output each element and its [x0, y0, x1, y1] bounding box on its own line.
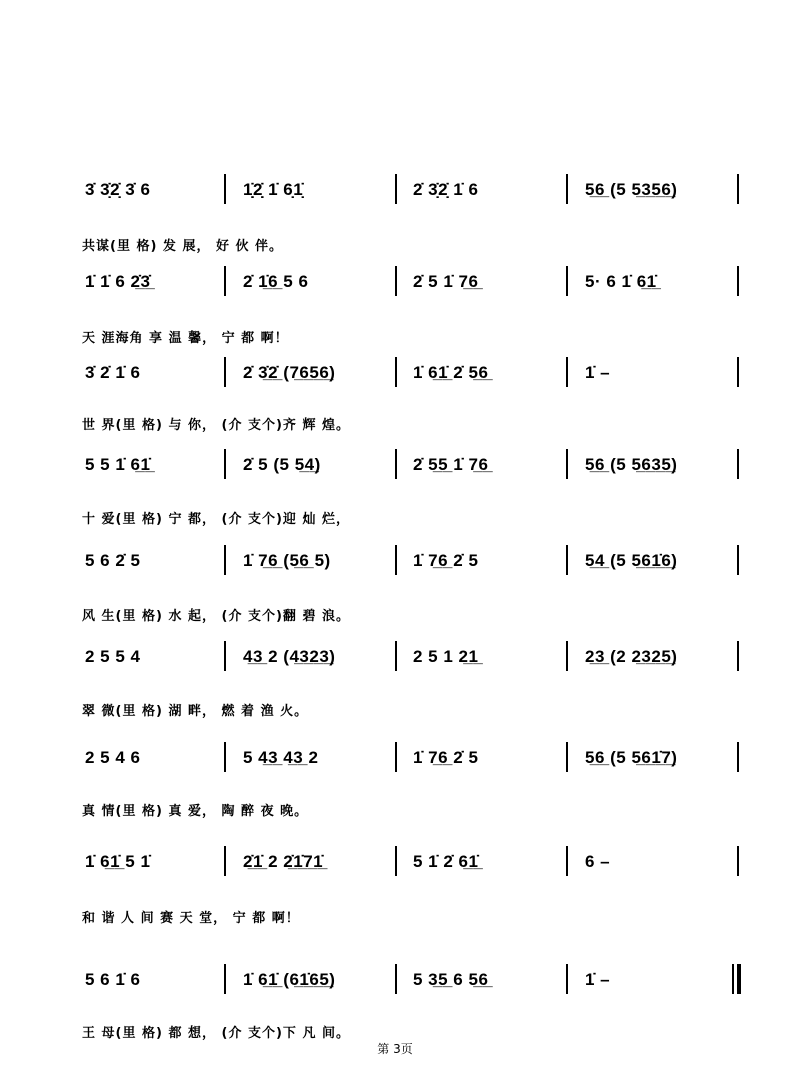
measure: 5 3̲5̲ 6 5̲6̲	[413, 970, 489, 989]
measure: 5· 6 1̇ 6̲1̲̇	[585, 272, 657, 291]
barline	[737, 545, 739, 575]
barline	[737, 742, 739, 772]
measure: 5 6 1̇ 6	[85, 970, 141, 989]
measure: 4̲3̲ 2 (4̲3̲2̲3̲)	[243, 647, 336, 666]
barline	[224, 449, 226, 479]
barline	[566, 357, 568, 387]
measure: 2 5 1 2̲1̲	[413, 647, 479, 666]
measure: 1̇ 6̲1̲̇ 2̇ 5̲6̲	[413, 363, 489, 382]
barline	[395, 641, 397, 671]
barline	[566, 742, 568, 772]
barline	[224, 357, 226, 387]
barline	[737, 641, 739, 671]
measure: 2̇ 3̣̇2̣̇ 1̇ 6	[413, 180, 479, 199]
lyric-line: 风 生(里 格) 水 起， (介 支个)翻 碧 浪。	[82, 609, 350, 624]
measure: 1̇ 6̲1̲̇ 5 1̇	[85, 852, 151, 871]
page-footer: 第 3页	[377, 1042, 413, 1056]
barline	[395, 174, 397, 204]
barline	[566, 641, 568, 671]
barline	[395, 545, 397, 575]
measure: 1̣̣̇2̣̣̇ 1̇ 6̣1̣̇	[243, 180, 304, 199]
measure: 1̇ 7̲6̲ (5̲6̲ 5)	[243, 551, 331, 570]
measure: 3̇ 3̣̇2̣̇ 3̇ 6	[85, 180, 151, 199]
measure: 2 5 4 6	[85, 748, 141, 767]
measure: 1̇ 6̲1̲̇ (6̲1̲̇6̲5̲)	[243, 970, 336, 989]
barline	[566, 545, 568, 575]
barline	[224, 964, 226, 994]
measure: 2̇ 3̲̇2̲̇ (7̲6̲5̲6̲)	[243, 363, 336, 382]
barline	[737, 357, 739, 387]
barline	[566, 266, 568, 296]
barline	[224, 174, 226, 204]
lyric-line: 翠 微(里 格) 湖 畔， 燃 着 渔 火。	[82, 704, 309, 719]
measure: 5̲6̲ (5 5̲6̲1̲̇7̲)	[585, 748, 678, 767]
final-barline	[737, 964, 741, 994]
barline	[395, 846, 397, 876]
barline	[224, 846, 226, 876]
measure: 1̇ 7̲6̲ 2̇ 5	[413, 748, 479, 767]
barline	[224, 742, 226, 772]
measure: 2̲3̲ (2 2̲3̲2̲5̲)	[585, 647, 678, 666]
measure: 3̇ 2̇ 1̇ 6	[85, 363, 141, 382]
barline	[224, 641, 226, 671]
measure: 5 5 1̇ 6̲1̲̇	[85, 455, 151, 474]
measure: 5 4̲3̲ 4̲3̲ 2	[243, 748, 319, 767]
measure: 2̇ 5 (5 5̲4̲)	[243, 455, 321, 474]
lyric-line: 真 情(里 格) 真 爱， 陶 醉 夜 晚。	[82, 804, 309, 819]
measure: 5̲6̲ (5 5̲3̲5̲6̲)	[585, 180, 678, 199]
measure: 2̇ 5̲5̲ 1̇ 7̲6̲	[413, 455, 489, 474]
lyric-line: 和 谐 人 间 赛 天 堂， 宁 都 啊！	[82, 911, 300, 926]
barline	[395, 449, 397, 479]
lyric-line: 共谋(里 格) 发 展， 好 伙 伴。	[82, 239, 284, 254]
lyric-line: 十 爱(里 格) 宁 都， (介 支个)迎 灿 烂，	[82, 512, 350, 527]
barline	[395, 742, 397, 772]
lyric-line: 世 界(里 格) 与 你， (介 支个)齐 辉 煌。	[82, 418, 350, 433]
measure: 1̇ –	[585, 363, 611, 382]
barline	[566, 174, 568, 204]
measure: 5̲6̲ (5 5̲6̲3̲5̲)	[585, 455, 678, 474]
measure: 2̇ 5 1̇ 7̲6̲	[413, 272, 479, 291]
measure: 5 1̇ 2̇ 6̲1̲̇	[413, 852, 479, 871]
barline	[395, 357, 397, 387]
measure: 2̇ 1̲̇6̲ 5 6	[243, 272, 309, 291]
measure: 5 6 2̇ 5	[85, 551, 141, 570]
barline	[737, 266, 739, 296]
barline	[566, 964, 568, 994]
barline	[224, 545, 226, 575]
measure: 6 –	[585, 852, 611, 871]
barline	[737, 449, 739, 479]
barline	[566, 846, 568, 876]
lyric-line: 天 涯海角 享 温 馨， 宁 都 啊！	[82, 331, 289, 346]
barline	[737, 174, 739, 204]
barline	[395, 964, 397, 994]
lyric-line: 王 母(里 格) 都 想， (介 支个)下 凡 间。	[82, 1026, 350, 1041]
barline	[737, 846, 739, 876]
measure: 2 5 5 4	[85, 647, 141, 666]
measure: 1̇ 1̇ 6 2̲̇3̲̇	[85, 272, 151, 291]
barline	[395, 266, 397, 296]
measure: 2̲̇1̲̇ 2 2̲̇1̲̇7̲1̲̇	[243, 852, 324, 871]
measure: 5̲4̲ (5 5̲6̲1̲̇6̲)	[585, 551, 678, 570]
barline	[224, 266, 226, 296]
measure: 1̇ 7̲6̲ 2̇ 5	[413, 551, 479, 570]
measure: 1̇ –	[585, 970, 611, 989]
barline	[566, 449, 568, 479]
